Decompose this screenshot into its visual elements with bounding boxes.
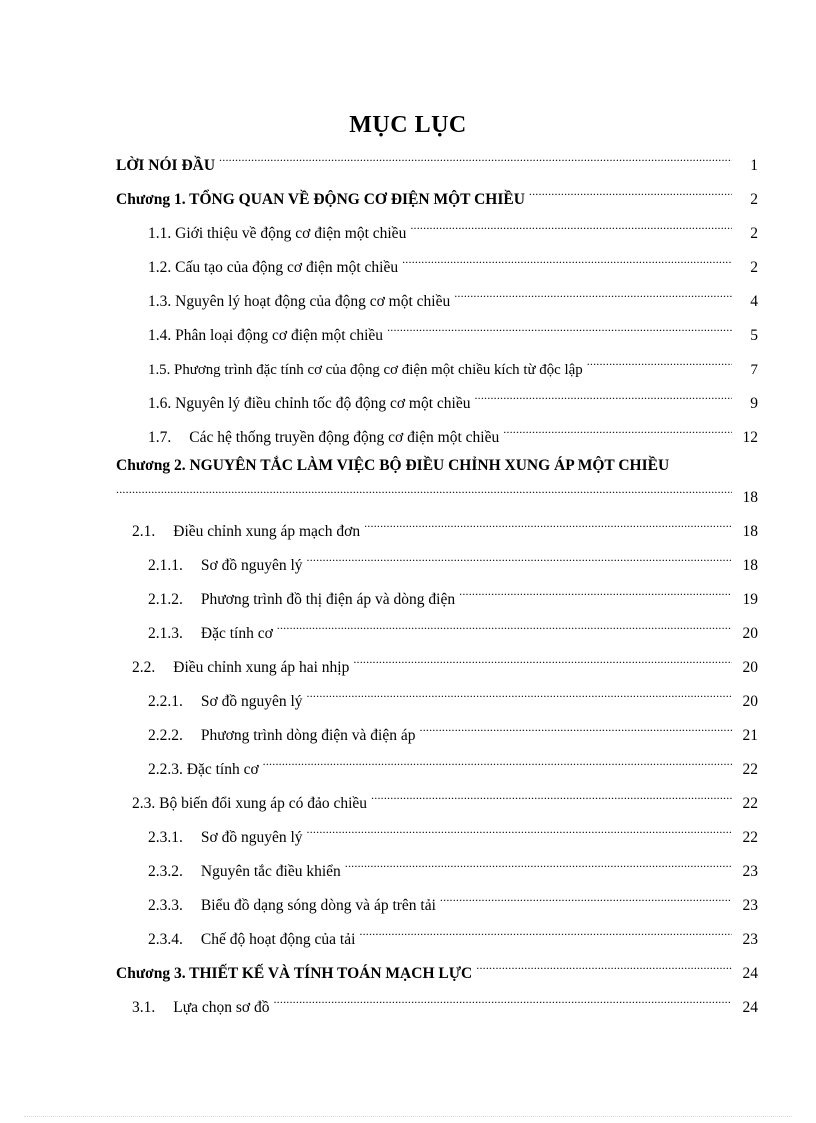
dot-leader — [277, 618, 732, 638]
toc-entry-text: Điều chỉnh xung áp mạch đơn — [173, 523, 361, 540]
dot-leader — [364, 516, 732, 536]
toc-page-number: 22 — [742, 829, 758, 846]
dot-leader — [410, 218, 732, 238]
toc-entry-3-1[interactable] — [132, 992, 758, 1018]
dot-leader — [371, 788, 732, 808]
toc-entry-chapter-2-continuation[interactable] — [116, 482, 758, 508]
toc-entry-text: 1.3. Nguyên lý hoạt động của động cơ một chiều — [148, 293, 451, 310]
dot-leader — [359, 924, 732, 944]
toc-entry-1-6[interactable] — [148, 388, 758, 414]
dot-leader — [402, 252, 732, 272]
toc-entry-number: 2.2. — [132, 659, 156, 676]
toc-entry-1-1[interactable] — [148, 218, 758, 244]
toc-entry-text: Biểu đồ dạng sóng dòng và áp trên tải — [200, 897, 436, 914]
toc-entry-number: 2.3.1. — [148, 829, 183, 846]
toc-entry-text: Sơ đồ nguyên lý — [200, 693, 303, 710]
toc-entry-text: Đặc tính cơ — [200, 625, 273, 642]
toc-entry-text: Nguyên tắc điều khiển — [200, 863, 341, 880]
toc-entry-2-1[interactable] — [132, 516, 758, 542]
toc-entry-1-7[interactable] — [148, 422, 758, 448]
toc-entry-number: 3.1. — [132, 999, 156, 1016]
toc-page-number: 20 — [742, 625, 758, 642]
dot-leader — [263, 754, 732, 774]
toc-entry-number: 2.1.2. — [148, 591, 183, 608]
toc-entry-2-3-4[interactable] — [148, 924, 758, 950]
toc-entry-chapter-3[interactable] — [116, 958, 758, 984]
dot-leader — [454, 286, 732, 306]
toc-entry-text: Chương 1. TỔNG QUAN VỀ ĐỘNG CƠ ĐIỆN MỘT CHIỀU — [116, 191, 525, 208]
toc-entry-number: 2.2.1. — [148, 693, 183, 710]
toc-entry-2-1-2[interactable] — [148, 584, 758, 610]
dot-leader — [459, 584, 732, 604]
toc-entry-text: Chương 3. THIẾT KẾ VÀ TÍNH TOÁN MẠCH LỰC — [116, 965, 473, 982]
toc-page-number: 20 — [742, 659, 758, 676]
toc-page-number: 21 — [742, 727, 758, 744]
toc-entry-2-3-3[interactable] — [148, 890, 758, 916]
dot-leader — [440, 890, 732, 910]
toc-entry-number: 1.7. — [148, 429, 172, 446]
toc-entry-1-3[interactable] — [148, 286, 758, 312]
toc-entry-text: Phương trình đồ thị điện áp và dòng điện — [200, 591, 456, 608]
toc-entry-chapter-2[interactable] — [116, 456, 776, 476]
toc-entry-number: 2.3.3. — [148, 897, 183, 914]
toc-entry-number: 2.1.3. — [148, 625, 183, 642]
toc-page-number: 23 — [742, 931, 758, 948]
toc-page-number: 9 — [750, 395, 758, 412]
toc-page-number: 18 — [742, 557, 758, 574]
toc-page-number: 2 — [750, 225, 758, 242]
toc-entry-number: 2.3.4. — [148, 931, 183, 948]
toc-entry-text: 2.3. Bộ biến đổi xung áp có đảo chiều — [132, 795, 368, 812]
toc-entry-text: Các hệ thống truyền động động cơ điện một chiều — [189, 429, 500, 446]
dot-leader — [503, 422, 732, 442]
toc-page-number: 18 — [742, 489, 758, 506]
toc-entry-text: 1.1. Giới thiệu về động cơ điện một chiều — [148, 225, 407, 242]
toc-entry-2-3-2[interactable] — [148, 856, 758, 882]
toc-page-number: 19 — [742, 591, 758, 608]
toc-entry-1-4[interactable] — [148, 320, 758, 346]
toc-page-number: 2 — [750, 259, 758, 276]
toc-page-number: 24 — [742, 999, 758, 1016]
toc-page-number: 7 — [750, 362, 758, 378]
toc-entry-number: 2.1. — [132, 523, 156, 540]
toc-entry-number: 2.2.2. — [148, 727, 183, 744]
dot-leader — [345, 856, 732, 876]
toc-page-number: 23 — [742, 897, 758, 914]
toc-entry-text: 2.2.3. Đặc tính cơ — [148, 761, 259, 778]
toc-entry-1-5[interactable] — [148, 354, 758, 380]
page-title: MỤC LỤC — [349, 112, 467, 138]
toc-entry-text: LỜI NÓI ĐẦU — [116, 157, 216, 174]
toc-entry-number: 2.1.1. — [148, 557, 183, 574]
dot-leader — [307, 822, 732, 842]
toc-entry-text: Chương 2. NGUYÊN TẮC LÀM VIỆC BỘ ĐIỀU CHỈNH XUNG ÁP MỘT CHIỀU — [116, 457, 670, 474]
toc-page-number: 20 — [742, 693, 758, 710]
dot-leader — [307, 686, 732, 706]
toc-entry-chapter-1[interactable] — [116, 184, 758, 210]
dot-leader — [420, 720, 733, 740]
dot-leader — [353, 652, 732, 672]
toc-entry-1-2[interactable] — [148, 252, 758, 278]
toc-entry-text: 1.2. Cấu tạo của động cơ điện một chiều — [148, 259, 399, 276]
toc-entry-text: Chế độ hoạt động của tải — [200, 931, 356, 948]
toc-entry-text: 1.5. Phương trình đặc tính cơ của động cơ điện một chiều kích từ độc lập — [148, 362, 583, 378]
toc-page-number: 22 — [742, 795, 758, 812]
toc-entry-2-2-1[interactable] — [148, 686, 758, 712]
toc-page-number: 23 — [742, 863, 758, 880]
toc-page-number: 22 — [742, 761, 758, 778]
dot-leader — [307, 550, 732, 570]
toc-page-number: 2 — [750, 191, 758, 208]
toc-entry-2-1-3[interactable] — [148, 618, 758, 644]
toc-page-number: 18 — [742, 523, 758, 540]
toc-entry-2-1-1[interactable] — [148, 550, 758, 576]
toc-page-number: 5 — [750, 327, 758, 344]
toc-entry-2-3-1[interactable] — [148, 822, 758, 848]
dot-leader — [474, 388, 732, 408]
dot-leader — [219, 150, 732, 170]
toc-entry-text: Sơ đồ nguyên lý — [200, 829, 303, 846]
toc-entry-2-2-3[interactable] — [148, 754, 758, 780]
dot-leader — [387, 320, 732, 340]
dot-leader — [587, 354, 732, 374]
toc-entry-2-2[interactable] — [132, 652, 758, 678]
toc-page-number: 12 — [742, 429, 758, 446]
toc-entry-text: 1.4. Phân loại động cơ điện một chiều — [148, 327, 384, 344]
toc-entry-2-3[interactable] — [132, 788, 758, 814]
page-bottom-border — [24, 1116, 792, 1117]
toc-page-number: 4 — [750, 293, 758, 310]
toc-entry-text: Phương trình dòng điện và điện áp — [200, 727, 416, 744]
toc-entry-text: 1.6. Nguyên lý điều chỉnh tốc độ động cơ một chiều — [148, 395, 471, 412]
dot-leader — [476, 958, 732, 978]
toc-entry-text: Lựa chọn sơ đồ — [173, 999, 270, 1016]
toc-entry-number: 2.3.2. — [148, 863, 183, 880]
dot-leader — [529, 184, 732, 204]
toc-page-number: 24 — [742, 965, 758, 982]
toc-entry-foreword[interactable] — [116, 150, 758, 176]
toc-entry-text: Sơ đồ nguyên lý — [200, 557, 303, 574]
dot-leader — [116, 482, 732, 502]
dot-leader — [273, 992, 732, 1012]
toc-entry-text: Điều chỉnh xung áp hai nhịp — [173, 659, 350, 676]
toc-page-number: 1 — [750, 157, 758, 174]
toc-entry-2-2-2[interactable] — [148, 720, 758, 746]
